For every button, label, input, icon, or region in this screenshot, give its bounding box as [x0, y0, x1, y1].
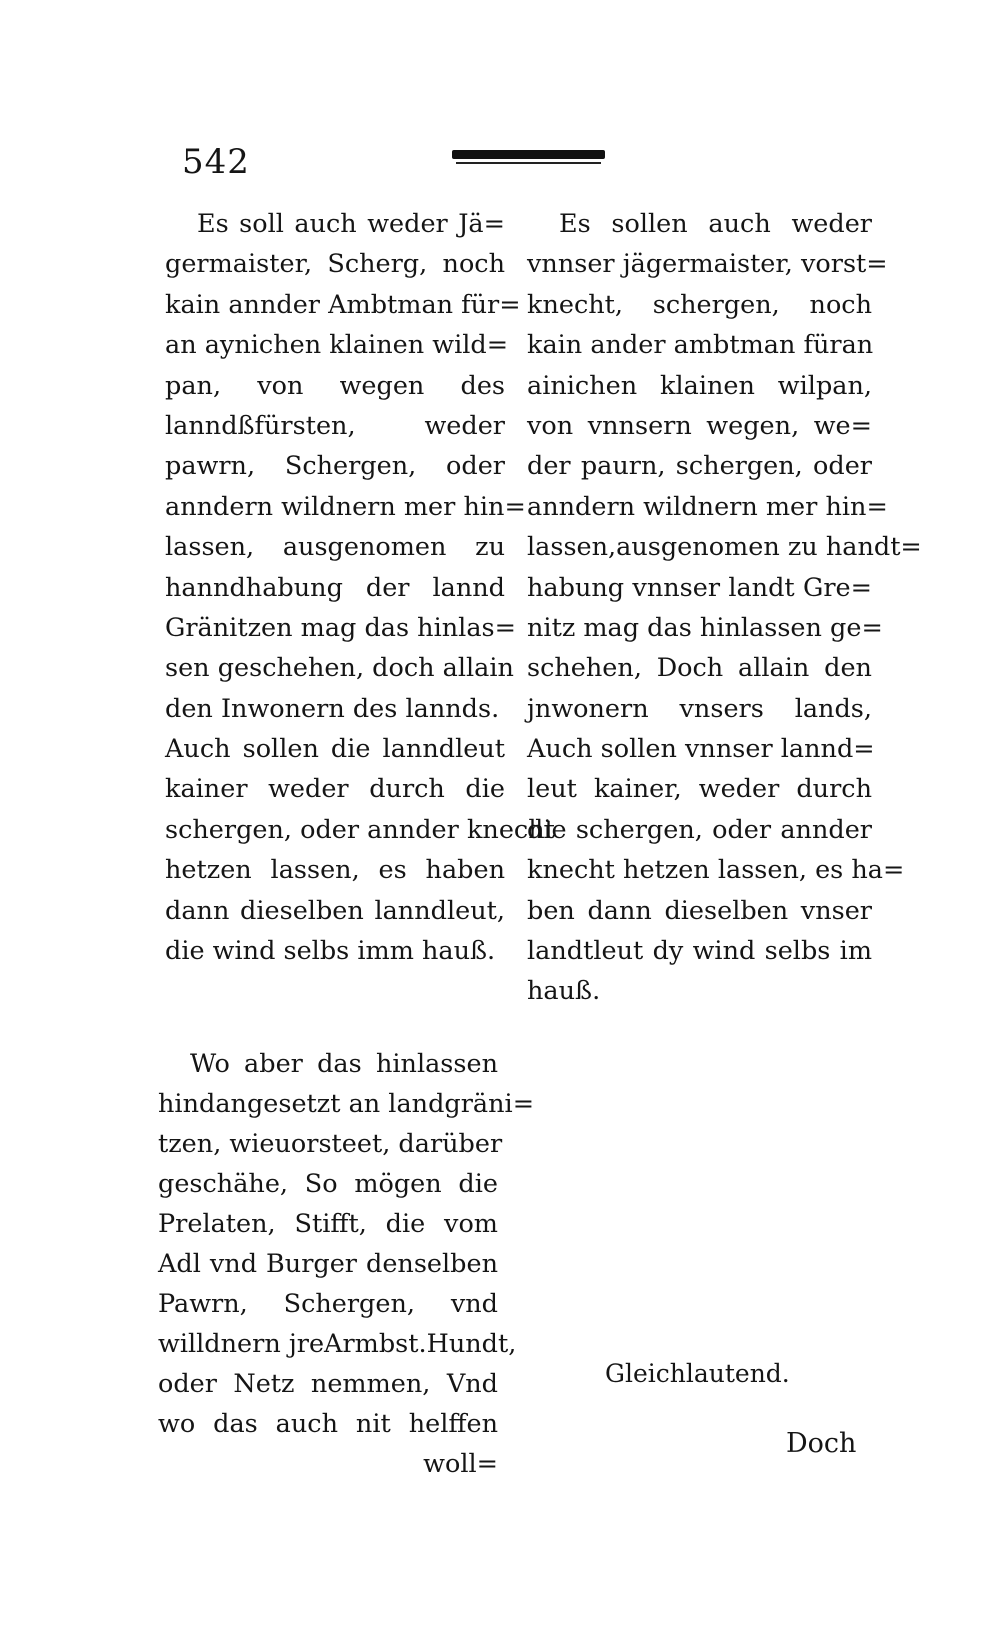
text-line: hindangesetzt an landgräni= — [158, 1089, 535, 1119]
text-line: lanndßfürsten, weder — [165, 410, 505, 441]
text-line: Prelaten, Stifft, die vom — [158, 1209, 498, 1239]
text-line: lassen,ausgenomen zu handt= — [527, 532, 922, 563]
text-line: wo das auch nit helffen — [158, 1409, 498, 1439]
text-line: kainer weder durch die — [165, 774, 505, 805]
text-line: lassen, ausgenomen zu — [165, 532, 505, 563]
text-line: oder Netz nemmen, Vnd — [158, 1369, 498, 1399]
text-line: pan, von wegen des — [165, 370, 505, 401]
left-column-lower-text — [158, 1044, 535, 1484]
text-line: jnwonern vnsers lands, — [527, 693, 872, 724]
text-line: Gränitzen mag das hinlas= — [165, 612, 516, 643]
text-line: Auch sollen vnnser lannd= — [527, 734, 875, 765]
ornament-thick-bar — [452, 150, 605, 159]
text-line: hauß. — [527, 976, 601, 1007]
text-line: Auch sollen die lanndleut — [165, 734, 505, 765]
text-line: nitz mag das hinlassen ge= — [527, 612, 883, 643]
text-line: woll= — [423, 1449, 498, 1479]
text-line: knecht, schergen, noch — [527, 289, 872, 320]
text-line: schergen, oder annder knecht — [165, 814, 555, 845]
text-line: geschähe, So mögen die — [158, 1169, 498, 1199]
text-line: die schergen, oder annder — [527, 814, 872, 845]
header-ornament-rule — [452, 150, 605, 164]
text-line: anndern wildnern mer hin= — [165, 491, 526, 522]
text-line: landtleut dy wind selbs im — [527, 936, 872, 967]
text-line: den Inwonern des lannds. — [165, 693, 500, 724]
text-line: der paurn, schergen, oder — [527, 451, 872, 482]
text-line: kain annder Ambtman für= — [165, 289, 521, 320]
catchword: Doch — [786, 1428, 857, 1459]
text-line: von vnnsern wegen, we= — [527, 410, 872, 441]
text-line: Es soll auch weder Jä= — [197, 209, 505, 239]
text-line: willdnern jreArmbst.Hundt, — [158, 1329, 517, 1359]
text-line: habung vnnser landt Gre= — [527, 572, 872, 603]
text-line: hetzen lassen, es haben — [165, 855, 505, 886]
text-line: leut kainer, weder durch — [527, 774, 872, 805]
text-line: Adl vnd Burger denselben — [158, 1249, 498, 1279]
text-line: pawrn, Schergen, oder — [165, 451, 505, 482]
text-line: hanndhabung der lannd — [165, 572, 505, 603]
text-line: anndern wildnern mer hin= — [527, 491, 888, 522]
right-note-gleichlautend: Gleichlautend. — [605, 1359, 790, 1388]
text-line: Wo aber das hinlassen — [190, 1049, 498, 1079]
text-line: Pawrn, Schergen, vnd — [158, 1289, 498, 1319]
text-line: germaister, Scherg, noch — [165, 249, 505, 280]
right-column-text — [527, 204, 922, 1012]
text-line: schehen, Doch allain den — [527, 653, 872, 684]
text-line: tzen, wieuorsteet, darüber — [158, 1129, 503, 1159]
left-column-text — [165, 204, 555, 971]
text-line: vnnser jägermaister, vorst= — [527, 249, 888, 280]
text-line: Es sollen auch weder — [559, 209, 872, 239]
text-line: dann dieselben lanndleut, — [165, 895, 505, 926]
text-line: sen geschehen, doch allain — [165, 653, 514, 684]
text-line: kain ander ambtman füran — [527, 330, 874, 361]
text-line: knecht hetzen lassen, es ha= — [527, 855, 905, 886]
text-line: die wind selbs imm hauß. — [165, 936, 496, 967]
ornament-thin-bar — [456, 162, 601, 164]
text-line: ainichen klainen wilpan, — [527, 370, 872, 401]
text-line: an aynichen klainen wild= — [165, 330, 509, 361]
text-line: ben dann dieselben vnser — [527, 895, 872, 926]
page-number: 542 — [182, 142, 250, 182]
